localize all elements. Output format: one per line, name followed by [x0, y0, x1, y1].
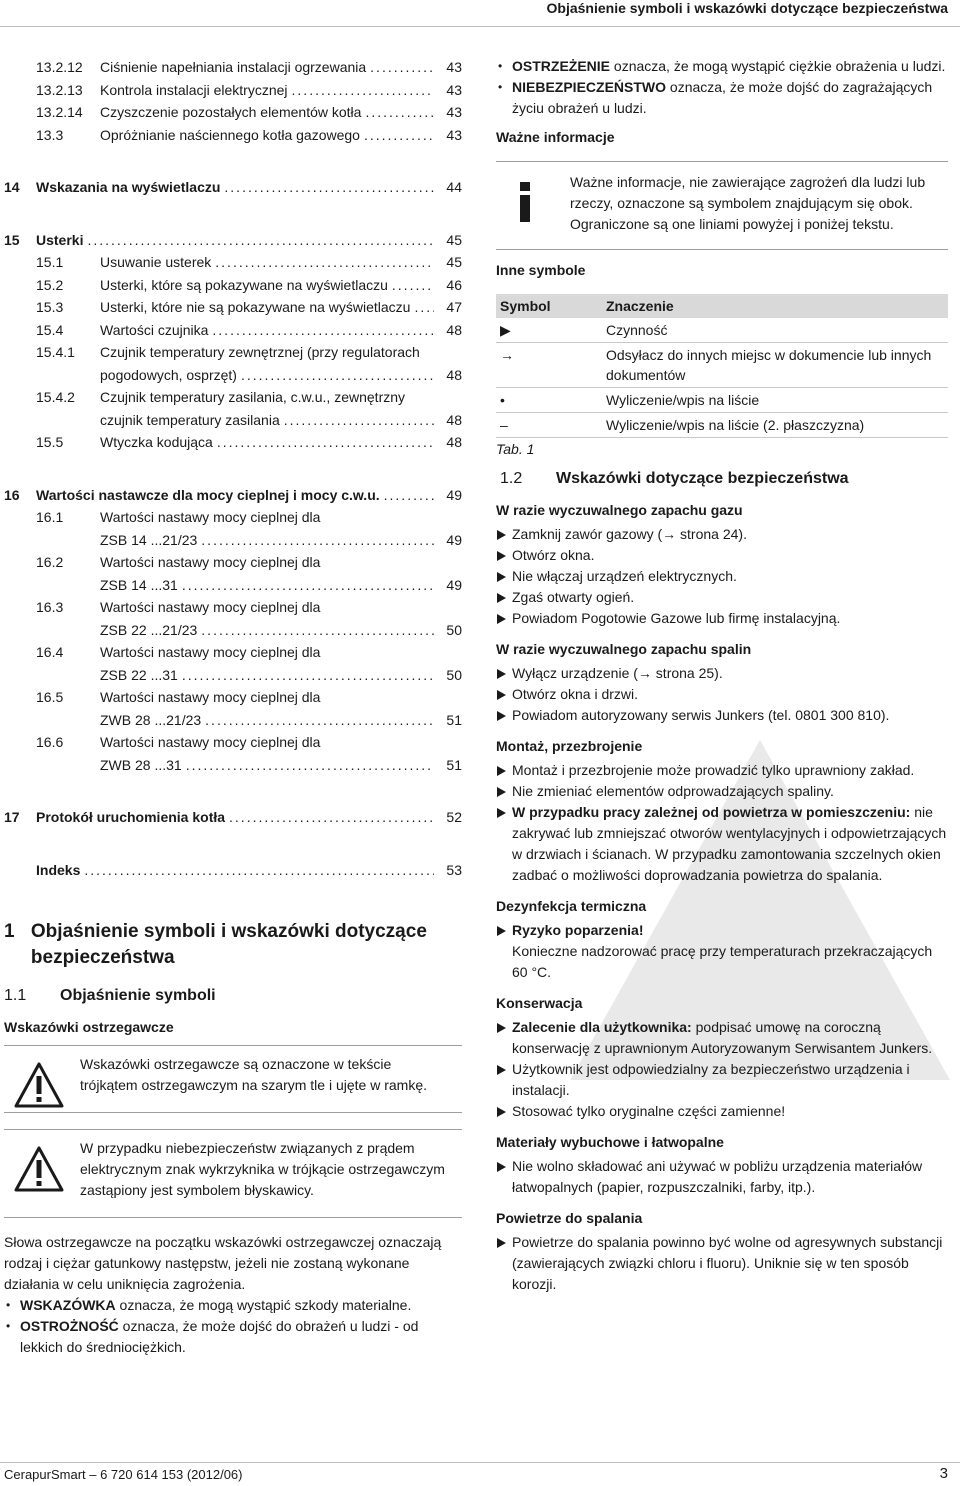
info-box: Ważne informacje, nie zawierające zagrożeń dla ludzi lub rzeczy, oznaczone są symbolem znajdującym się obok. Ograniczone są one liniami powyżej i poniżej tekstu.	[496, 161, 948, 250]
list-item: Zamknij zawór gazowy (→ strona 24).	[496, 524, 948, 545]
table-caption: Tab. 1	[496, 441, 535, 457]
toc-entry-16[interactable]: 16 Wartości nastawcze dla mocy cieplnej i mocy c.w.u. ..... 49	[0, 484, 462, 507]
safety-list	[496, 1232, 948, 1295]
column-header-symbol: Symbol	[496, 294, 602, 318]
safety-instructions	[496, 500, 948, 1295]
right-column	[496, 56, 948, 1295]
list-item: • OSTRZEŻENIE oznacza, że mogą wystąpić ciężkie obrażenia u ludzi.	[496, 56, 948, 77]
list-item: • WSKAZÓWKA oznacza, że mogą wystąpić szkody materialne.	[4, 1295, 462, 1316]
toc-entry[interactable]: 13.2.14 Czyszczenie pozostałych elementów kotła ..... 43	[0, 101, 462, 124]
safety-list	[496, 1017, 948, 1122]
page-number: 3	[939, 1465, 948, 1482]
left-column	[0, 56, 462, 1358]
toc-entry[interactable]: 13.3 Opróżnianie naściennego kotła gazowego ..... 43	[0, 124, 462, 147]
table-row	[496, 413, 948, 438]
toc-entry-cont[interactable]: ZSB 14 ...21/23 ..... 49	[0, 529, 462, 552]
symbol-cell: –	[496, 413, 602, 438]
list-item: Zgaś otwarty ogień.	[496, 587, 948, 608]
toc-entry-cont[interactable]: ZSB 22 ...31 ..... 50	[0, 664, 462, 687]
header-title: Objaśnienie symboli i wskazówki dotyczące bezpieczeństwa	[546, 0, 948, 16]
list-item: Powietrze do spalania powinno być wolne od agresywnych substancji (zawierających związki chloru i fluoru). Uniknie się w ten sposób korozji.	[496, 1232, 948, 1295]
toc-entry-cont[interactable]: ZWB 28 ...21/23 ..... 51	[0, 709, 462, 732]
section-1-2-heading: 1.2 Wskazówki dotyczące bezpieczeństwa	[500, 470, 849, 487]
symbols-table	[496, 294, 948, 438]
toc-entry[interactable]: 16.2 Wartości nastawy mocy cieplnej dla	[36, 554, 321, 570]
list-item: W przypadku pracy zależnej od powietrza w pomieszczeniu: nie zakrywać lub zmniejszać otworów wentylacyjnych i odpowietrzających w drzwiach i ścianach. W przypadku zamontowania szczelnych okien zadbać o możliwości doprowadzania powietrza do spalania.	[496, 802, 948, 886]
list-item: Nie wolno składować ani używać w pobliżu urządzenia materiałów łatwopalnych (papier, rozpuszczalniki, farby, itp.).	[496, 1156, 948, 1198]
list-item: Powiadom autoryzowany serwis Junkers (tel. 0801 300 810).	[496, 705, 948, 726]
page-header	[0, 0, 960, 27]
section-1-1-heading: 1.1 Objaśnienie symboli	[4, 987, 216, 1004]
safety-heading: W razie wyczuwalnego zapachu gazu	[496, 502, 743, 518]
toc-entry[interactable]: 13.2.13 Kontrola instalacji elektrycznej ..... 43	[0, 79, 462, 102]
warning-box-electric: W przypadku niebezpieczeństw związanych z prądem elektrycznym znak wykrzyknika w trójkącie ostrzegawczym zastąpiony jest symbolem błyskawicy.	[4, 1129, 462, 1218]
column-header-meaning: Znaczenie	[602, 294, 948, 318]
meaning-cell: Odsyłacz do innych miejsc w dokumencie lub innych dokumentów	[602, 343, 948, 388]
toc-entry[interactable]: 16.1 Wartości nastawy mocy cieplnej dla	[36, 509, 321, 525]
info-icon	[508, 182, 542, 222]
signal-words-list-right	[496, 56, 948, 119]
toc-entry-17[interactable]: 17 Protokół uruchomienia kotła ..... 52	[0, 806, 462, 829]
table-row	[496, 343, 948, 388]
safety-list	[496, 920, 948, 983]
safety-heading: Dezynfekcja termiczna	[496, 898, 647, 914]
meaning-cell: Czynność	[602, 318, 948, 343]
toc-entry[interactable]: 13.2.12 Ciśnienie napełniania instalacji ogrzewania ..... 43	[0, 56, 462, 79]
toc-entry-cont[interactable]: ZSB 22 ...21/23 ..... 50	[0, 619, 462, 642]
safety-heading: Powietrze do spalania	[496, 1210, 643, 1226]
toc-entry-14[interactable]: 14 Wskazania na wyświetlaczu ..... 44	[0, 176, 462, 199]
list-item: Nie zmieniać elementów odprowadzających spaliny.	[496, 781, 948, 802]
meaning-cell: Wyliczenie/wpis na liście	[602, 388, 948, 413]
info-heading: Ważne informacje	[496, 129, 615, 145]
toc-entry-cont[interactable]: ZWB 28 ...31 ..... 51	[0, 754, 462, 777]
list-item: Użytkownik jest odpowiedzialny za bezpieczeństwo urządzenia i instalacji.	[496, 1059, 948, 1101]
list-item: Nie włączaj urządzeń elektrycznych.	[496, 566, 948, 587]
warning-box-general: Wskazówki ostrzegawcze są oznaczone w tekście trójkątem ostrzegawczym na szarym tle i ujęte w ramkę.	[4, 1045, 462, 1113]
symbol-cell: →	[496, 343, 602, 388]
list-item: Otwórz okna.	[496, 545, 948, 566]
toc-entry[interactable]: 16.4 Wartości nastawy mocy cieplnej dla	[36, 644, 321, 660]
table-of-contents	[0, 56, 462, 881]
toc-entry[interactable]: 15.3 Usterki, które nie są pokazywane na wyświetlaczu ..... 47	[0, 296, 462, 319]
toc-entry[interactable]: 16.5 Wartości nastawy mocy cieplnej dla	[36, 689, 321, 705]
signal-words-list-left	[0, 1295, 462, 1358]
toc-entry-15-4-2[interactable]: 15.4.2 Czujnik temperatury zasilania, c.w.u., zewnętrzny	[36, 389, 406, 405]
toc-entry-15[interactable]: 15 Usterki ..... 45	[0, 229, 462, 252]
toc-entry[interactable]: 16.6 Wartości nastawy mocy cieplnej dla	[36, 734, 321, 750]
symbol-cell: •	[496, 388, 602, 413]
toc-entry[interactable]: 15.4 Wartości czujnika ..... 48	[0, 319, 462, 342]
list-item: Wyłącz urządzenie (→ strona 25).	[496, 663, 948, 684]
electric-warning-triangle-icon	[14, 1146, 64, 1192]
safety-heading: Montaż, przezbrojenie	[496, 738, 643, 754]
safety-heading: Konserwacja	[496, 995, 583, 1011]
symbol-cell: ▶	[496, 318, 602, 343]
warning-triangle-icon	[14, 1062, 64, 1108]
list-item: Powiadom Pogotowie Gazowe lub firmę instalacyjną.	[496, 608, 948, 629]
toc-entry-15-5[interactable]: 15.5 Wtyczka kodująca ..... 48	[0, 431, 462, 454]
toc-entry[interactable]: 15.2 Usterki, które są pokazywane na wyświetlaczu ..... 46	[0, 274, 462, 297]
other-symbols-heading: Inne symbole	[496, 262, 586, 278]
toc-entry-15-4-1-cont[interactable]: pogodowych, osprzęt) ..... 48	[0, 364, 462, 387]
list-item: Stosować tylko oryginalne części zamienne!	[496, 1101, 948, 1122]
page-footer	[0, 1462, 960, 1486]
toc-entry-15-4-2-cont[interactable]: czujnik temperatury zasilania ..... 48	[0, 409, 462, 432]
list-item: • OSTROŻNOŚĆ oznacza, że może dojść do obrażeń u ludzi - od lekkich do średniociężkich.	[4, 1316, 462, 1358]
section-1-heading: 1 Objaśnienie symboli i wskazówki dotyczące bezpieczeństwa	[4, 921, 427, 968]
warnings-heading: Wskazówki ostrzegawcze	[4, 1019, 174, 1035]
table-row	[496, 388, 948, 413]
signal-words-intro: Słowa ostrzegawcze na początku wskazówki ostrzegawczej oznaczają rodzaj i ciężar gatunkowy następstw, jeżeli nie zostaną wykonane działania w celu uniknięcia zagrożenia.	[4, 1234, 442, 1292]
list-item: Montaż i przezbrojenie może prowadzić tylko uprawniony zakład.	[496, 760, 948, 781]
toc-entry-index[interactable]: Indeks ..... 53	[0, 859, 462, 882]
list-item: • NIEBEZPIECZEŃSTWO oznacza, że może dojść do zagrażających życiu obrażeń u ludzi.	[496, 77, 948, 119]
toc-entry[interactable]: 15.1 Usuwanie usterek ..... 45	[0, 251, 462, 274]
safety-list	[496, 760, 948, 886]
list-item: Ryzyko poparzenia! Konieczne nadzorować pracę przy temperaturach przekraczających 60 °C.	[496, 920, 948, 983]
safety-heading: W razie wyczuwalnego zapachu spalin	[496, 641, 752, 657]
toc-entry[interactable]: 16.3 Wartości nastawy mocy cieplnej dla	[36, 599, 321, 615]
list-item: Zalecenie dla użytkownika: podpisać umowę na coroczną konserwację z uprawnionym Autoryzowanym Serwisantem Junkers.	[496, 1017, 948, 1059]
document-id: CerapurSmart – 6 720 614 153 (2012/06)	[4, 1467, 243, 1482]
toc-entry-cont[interactable]: ZSB 14 ...31 ..... 49	[0, 574, 462, 597]
list-item: Otwórz okna i drzwi.	[496, 684, 948, 705]
table-row	[496, 318, 948, 343]
safety-heading: Materiały wybuchowe i łatwopalne	[496, 1134, 724, 1150]
safety-list	[496, 1156, 948, 1198]
safety-list	[496, 663, 948, 726]
toc-entry-15-4-1[interactable]: 15.4.1 Czujnik temperatury zewnętrznej (przy regulatorach	[36, 344, 420, 360]
safety-list	[496, 524, 948, 629]
meaning-cell: Wyliczenie/wpis na liście (2. płaszczyzna)	[602, 413, 948, 438]
